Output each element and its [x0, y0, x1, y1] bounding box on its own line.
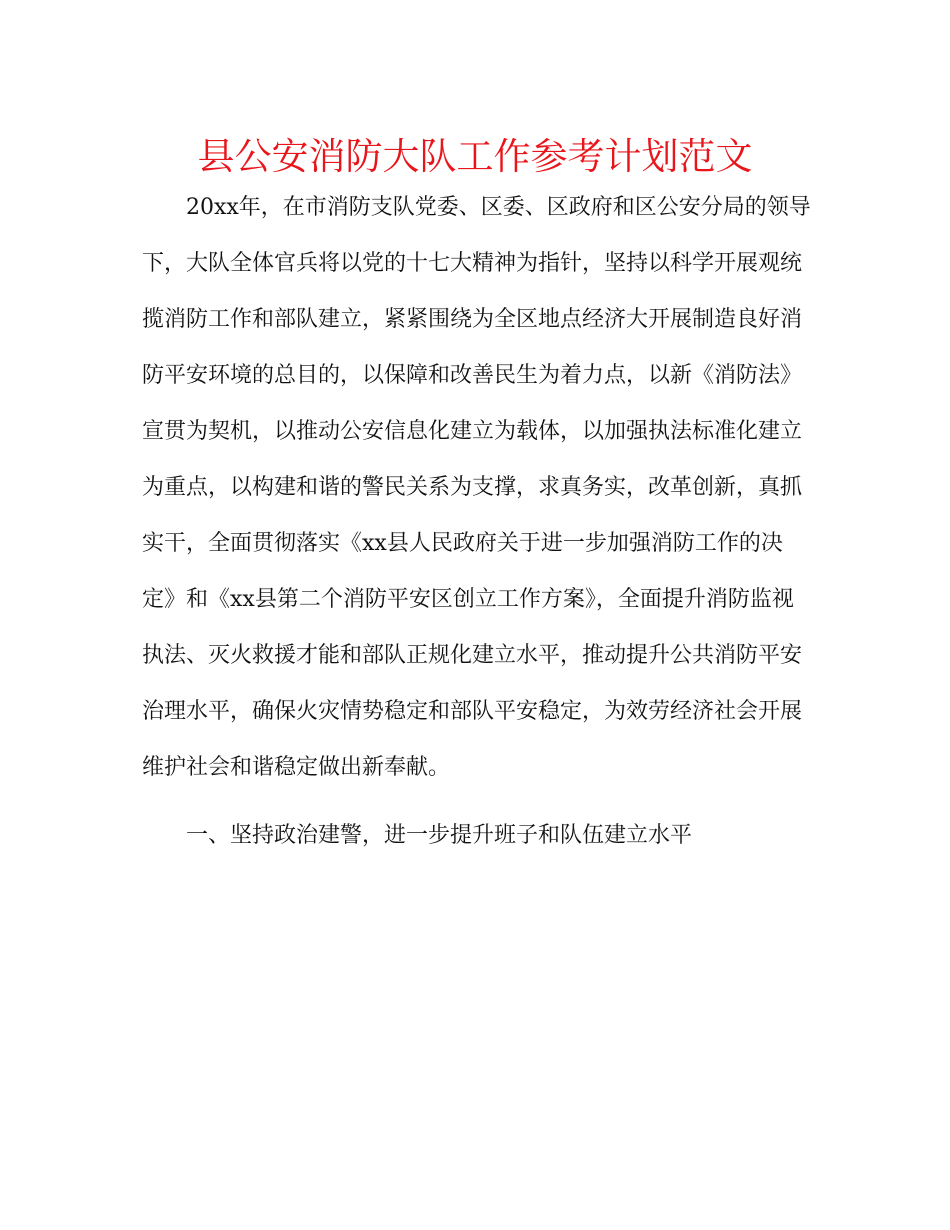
paragraph-line: 执法、灭火救援才能和部队正规化建立水平，推动提升公共消防平安	[142, 643, 803, 668]
paragraph-line-last: 维护社会和谐稳定做出新奉献。	[142, 755, 451, 780]
paragraph-line: 下，大队全体官兵将以党的十七大精神为指针，坚持以科学开展观统	[142, 251, 803, 276]
document-title: 县公安消防大队工作参考计划范文	[197, 135, 753, 178]
document-body	[142, 180, 812, 864]
paragraph-line: 治理水平，确保火灾情势稳定和部队平安稳定，为效劳经济社会开展	[142, 699, 803, 724]
paragraph-line: 20xx年，在市消防支队党委、区委、区政府和区公安分局的领导	[186, 195, 811, 220]
paragraph-line: 定》和《xx县第二个消防平安区创立工作方案》，全面提升消防监视	[142, 587, 794, 612]
paragraph-line: 揽消防工作和部队建立，紧紧围绕为全区地点经济大开展制造良好消	[142, 307, 803, 332]
paragraph-line: 防平安环境的总目的，以保障和改善民生为着力点，以新《消防法》	[142, 363, 803, 388]
paragraph-line: 宣贯为契机，以推动公安信息化建立为载体，以加强执法标准化建立	[142, 419, 803, 444]
paragraph-spacer	[142, 796, 812, 808]
paragraph-line: 实干，全面贯彻落实《xx县人民政府关于进一步加强消防工作的决	[142, 531, 783, 556]
section-heading: 一、坚持政治建警，进一步提升班子和队伍建立水平	[186, 823, 693, 848]
paragraph-line: 为重点，以构建和谐的警民关系为支撑，求真务实，改革创新，真抓	[142, 475, 803, 500]
